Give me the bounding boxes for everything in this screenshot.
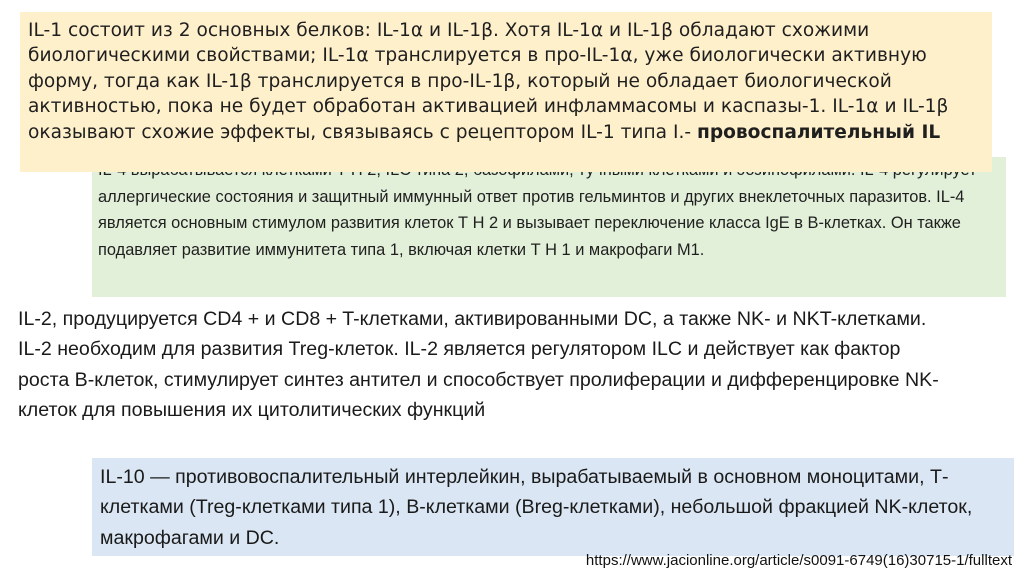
- il1-paragraph-text: IL-1 состоит из 2 основных белков: IL-1α и IL-1β. Хотя IL-1α и IL-1β обладают схожими биологическими свойствами; IL-1α транслируется в про-IL-1α, уже биологически активную форму, тогда как IL-1β транслируется в про-IL-1β, который не обладает биологической активностью, пока не будет обработан активацией инфламмасомы и каспазы-1. IL-1α и IL-1β оказывают схожие эффекты, связываясь с рецептором IL-1 типа I.-: [28, 20, 949, 143]
- source-link[interactable]: https://www.jacionline.org/article/s0091-6749(16)30715-1/fulltext: [585, 552, 1012, 569]
- il4-text-box: [92, 157, 1006, 297]
- il10-paragraph: IL-10 — противовоспалительный интерлейкин, вырабатываемый в основном моноцитами, Т-клетками (Treg-клетками типа 1), B-клетками (Breg-клетками), небольшой фракцией NK-клеток, макрофагами и DC.: [100, 466, 973, 549]
- il2-paragraph: IL-2, продуцируется CD4 + и CD8 + T-клетками, активированными DC, а также NK- и NKT-клетками. IL-2 необходим для развития Treg-клеток. IL-2 является регулятором ILC и действует как фактор роста B-клеток, стимулирует синтез антител и способствует пролиферации и дифференцировке NK-клеток для повышения их цитолитических функций: [18, 308, 939, 422]
- il1-paragraph: [28, 18, 992, 145]
- il1-text-box: [20, 12, 992, 172]
- il1-emphasis: провоспалительный IL: [696, 121, 941, 143]
- il10-text-box: [92, 458, 1014, 556]
- il4-paragraph: аллергические состояния и защитный иммунный ответ против гельминтов и других внеклеточных паразитов. IL-4 является основным стимулом развития клеток Т Н 2 и вызывает переключение класса IgE в B-клетках. Он также подавляет развитие иммунитета типа 1, включая клетки Т Н 1 и макрофаги М1.: [98, 187, 965, 259]
